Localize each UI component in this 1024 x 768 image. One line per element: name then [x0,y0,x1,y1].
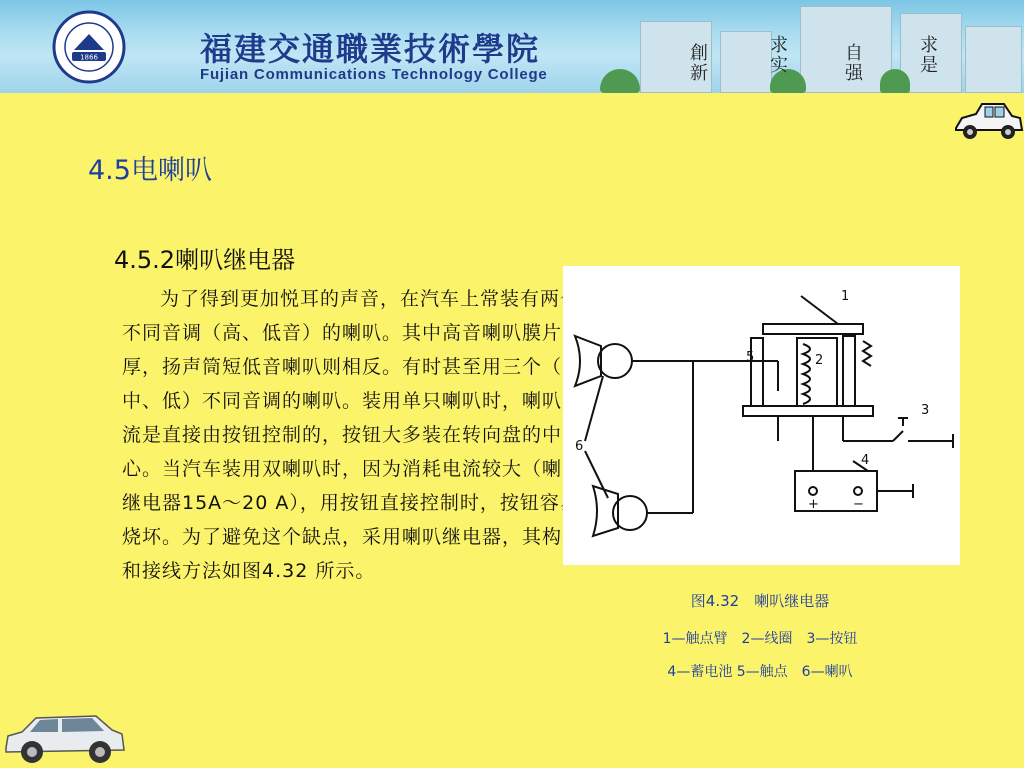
motto-3: 自强 [845,43,863,84]
car-icon [952,100,1024,144]
horn-upper-body [598,344,632,378]
tree [600,69,640,93]
college-logo [52,10,126,84]
figure-legend-line1: 1—触点臂 2—线圈 3—按钮 [662,631,858,647]
label-6: 6 [575,439,584,454]
campus-building [965,26,1022,93]
campus-building [720,31,772,93]
battery-minus-label: − [853,497,864,512]
body-paragraph: 为了得到更加悦耳的声音，在汽车上常装有两个不同音调（高、低音）的喇叭。其中高音喇叭膜片厚，扬声筒短低音喇叭则相反。有时甚至用三个（高中、低）不同音调的喇叭。装用单只喇叭时，喇叭电流是直接由按钮控制的，按钮大多装在转向盘的中心。当汽车装用双喇叭时，因为消耗电流较大（喇叭继电器15A～20 A），用按钮直接控制时，按钮容易烧坏。为了避免这个缺点，采用喇叭继电器，其构造和接线方法如图4.32 所示。 [122,288,583,582]
relay-coil [803,344,810,404]
label-5: 5 [746,350,755,365]
contact-post [751,338,763,406]
relay-base [743,406,873,416]
button-contact [893,431,903,441]
contact-arm [763,324,863,334]
college-name-en: Fujian Communications Technology College [200,66,548,83]
label-1: 1 [841,289,850,304]
label-2: 2 [815,353,824,368]
figure-caption: 图4.32 喇叭继电器 [690,592,830,610]
figure-legend-line2: 4—蓄电池 5—触点 6—喇叭 [667,664,853,680]
college-name-cn: 福建交通職業技術學院 [200,30,541,68]
motto-2: 求实 [770,35,788,76]
label-4: 4 [861,453,870,468]
battery-plus-label: + [808,497,819,512]
relay-core [797,338,837,406]
label-3: 3 [921,403,930,418]
horn-relay-diagram [563,266,960,565]
header-banner [0,0,1024,93]
logo-year: 1866 [80,53,98,62]
tree [880,69,910,93]
motto-4: 求是 [920,35,938,76]
suv-image [0,706,128,768]
relay-spring-post [843,336,855,406]
relay-spring [863,341,871,366]
motto-1: 創新 [690,43,708,84]
section-title: 4.5电喇叭 [88,155,212,186]
subsection-title: 4.5.2喇叭继电器 [114,246,296,274]
